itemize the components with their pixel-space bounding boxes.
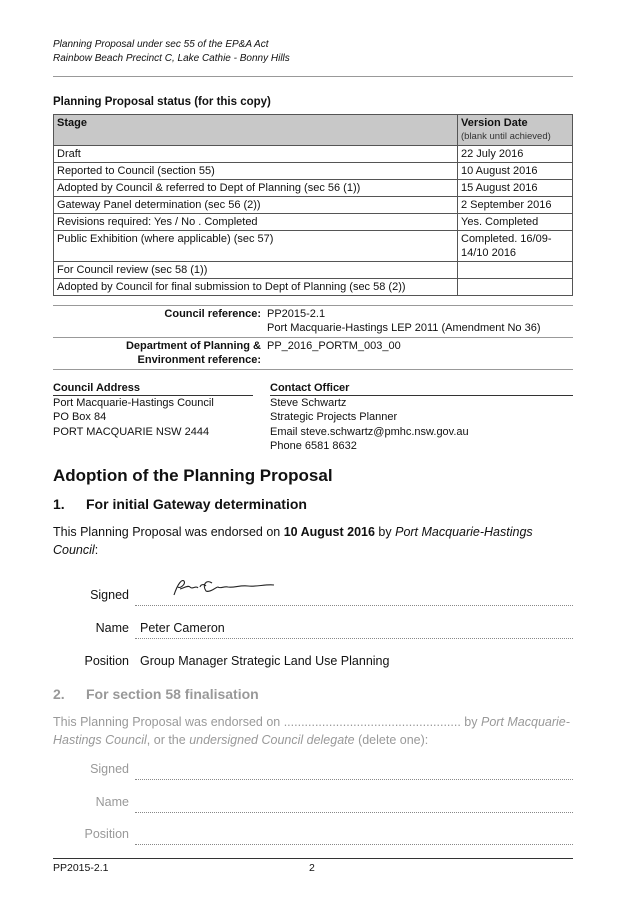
header-rule xyxy=(53,76,573,77)
page-header xyxy=(53,38,290,66)
section-1-text: This Planning Proposal was endorsed on 10 August 2016 by Port Macquarie-Hastings Council: xyxy=(53,525,533,557)
contact-heading: Contact Officer xyxy=(270,382,350,394)
section-1-heading: 1. For initial Gateway determination xyxy=(53,496,307,512)
col-stage: Stage xyxy=(54,115,458,146)
table-row: Public Exhibition (where applicable) (sec 57) Completed. 16/09-14/10 2016 xyxy=(54,231,573,262)
position-row xyxy=(53,654,573,672)
contact-officer: Contact Officer Steve Schwartz Strategic Projects Planner Email steve.schwartz@pmhc.nsw.gov.au Phone 6581 8632 xyxy=(270,382,469,452)
ref-rule-top xyxy=(53,305,573,306)
page-footer xyxy=(53,862,573,874)
position-value: Group Manager Strategic Land Use Planning xyxy=(140,654,390,668)
status-table-header xyxy=(54,115,573,146)
position-label: Position xyxy=(84,654,129,668)
dept-reference xyxy=(53,339,573,369)
name-row xyxy=(53,621,573,639)
s2-name-label: Name xyxy=(95,795,129,809)
adoption-title: Adoption of the Planning Proposal xyxy=(53,466,333,485)
table-row: Draft 22 July 2016 xyxy=(54,146,573,163)
col-version-sub: (blank until achieved) xyxy=(461,131,551,142)
name-value: Peter Cameron xyxy=(140,621,225,635)
council-ref-value: PP2015-2.1 Port Macquarie-Hastings LEP 2011 (Amendment No 36) xyxy=(267,308,541,334)
status-table xyxy=(53,114,573,296)
s2-signed-row xyxy=(53,762,573,780)
address-heading: Council Address xyxy=(53,382,140,394)
contact-phone: Phone 6581 8632 xyxy=(270,440,357,452)
table-row: Gateway Panel determination (sec 56 (2)) 2 September 2016 xyxy=(54,197,573,214)
col-version-date: Version Date (blank until achieved) xyxy=(458,115,573,146)
ref-rule-mid xyxy=(53,337,573,338)
footer-ref: PP2015-2.1 xyxy=(53,862,109,874)
page-number: 2 xyxy=(309,862,315,874)
footer-rule xyxy=(53,858,573,859)
s2-position-label: Position xyxy=(84,827,129,841)
section-2-text: This Planning Proposal was endorsed on ................................................... by Port Macquarie-Hastings Council, or the undersigned Council delegate (delete one): xyxy=(53,715,570,747)
status-section-title: Planning Proposal status (for this copy) xyxy=(53,96,271,108)
signed-label: Signed xyxy=(90,588,129,602)
header-line-1: Planning Proposal under sec 55 of the EP&A Act xyxy=(53,39,269,50)
council-reference xyxy=(53,307,573,337)
table-row: Adopted by Council for final submission to Dept of Planning (sec 58 (2)) xyxy=(54,279,573,296)
contact-email: Email steve.schwartz@pmhc.nsw.gov.au xyxy=(270,425,469,438)
section-2-heading: 2. For section 58 finalisation xyxy=(53,686,259,702)
table-row: Revisions required: Yes / No . Completed Yes. Completed xyxy=(54,214,573,231)
header-line-2: Rainbow Beach Precinct C, Lake Cathie - Bonny Hills xyxy=(53,53,290,64)
table-row: For Council review (sec 58 (1)) xyxy=(54,262,573,279)
table-row: Adopted by Council & referred to Dept of Planning (sec 56 (1)) 15 August 2016 xyxy=(54,180,573,197)
council-ref-label: Council reference: xyxy=(164,308,261,320)
dept-ref-value: PP_2016_PORTM_003_00 xyxy=(267,340,401,352)
council-address: Council Address Port Macquarie-Hastings Council PO Box 84 PORT MACQUARIE NSW 2444 xyxy=(53,382,214,438)
s2-name-row xyxy=(53,795,573,813)
table-row: Reported to Council (section 55) 10 August 2016 xyxy=(54,163,573,180)
ref-rule-bottom xyxy=(53,369,573,370)
s2-signed-label: Signed xyxy=(90,762,129,776)
s2-position-row xyxy=(53,827,573,845)
signed-row xyxy=(53,588,573,606)
name-label: Name xyxy=(95,621,129,635)
dept-ref-label: Department of Planning & Environment reference: xyxy=(125,340,261,366)
